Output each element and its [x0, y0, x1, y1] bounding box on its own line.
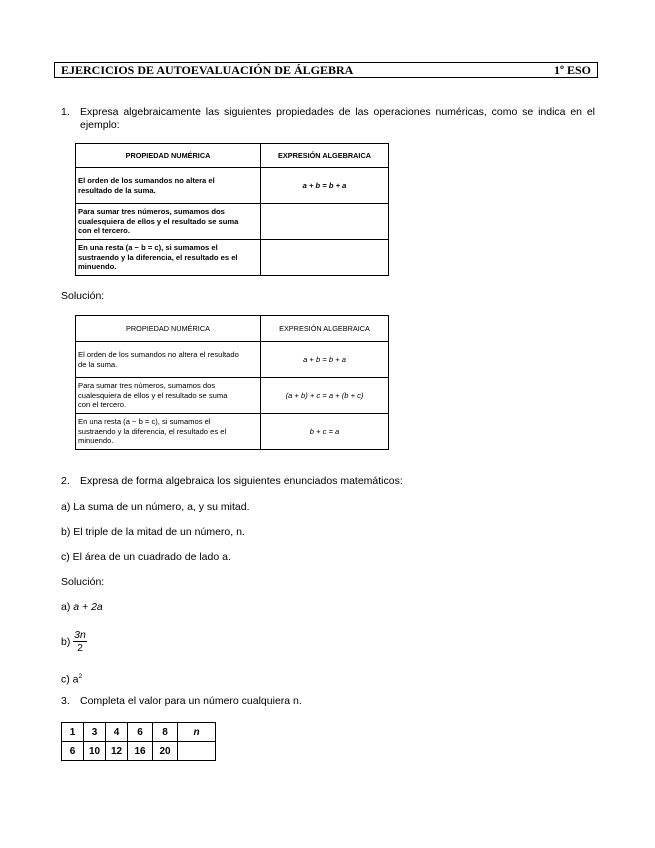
expression-cell: a + b = b + a: [261, 168, 389, 204]
document-header: [54, 62, 598, 78]
value-cell: 8: [153, 723, 178, 742]
table-row: [76, 342, 389, 378]
header-cell-expression: EXPRESIÓN ALGEBRAICA: [261, 316, 389, 342]
q2-item-c: c) El área de un cuadrado de lado a.: [61, 551, 231, 563]
header-cell-expression: EXPRESIÓN ALGEBRAICA: [261, 144, 389, 168]
value-cell: 1: [62, 723, 84, 742]
value-cell: 6: [62, 742, 84, 761]
q2-solution-b-fraction: [73, 629, 87, 654]
property-cell: El orden de los sumandos no altera el resultado de la suma.: [76, 342, 261, 378]
property-cell: El orden de los sumandos no altera el resultado de la suma.: [76, 168, 261, 204]
value-cell: 16: [128, 742, 153, 761]
q3-values-table: [61, 722, 216, 761]
value-cell: 6: [128, 723, 153, 742]
property-cell: Para sumar tres números, sumamos dos cualesquiera de ellos y el resultado se suma con el tercero.: [76, 204, 261, 240]
expression-cell: b + c = a: [261, 414, 389, 450]
value-cell: 20: [153, 742, 178, 761]
value-cell: 4: [106, 723, 128, 742]
header-cell-property: PROPIEDAD NUMÉRICA: [76, 316, 261, 342]
q2-item-b: b) El triple de la mitad de un número, n.: [61, 526, 245, 538]
value-cell: 12: [106, 742, 128, 761]
property-cell: En una resta (a − b = c), si sumamos el sustraendo y la diferencia, el resultado es el minuendo.: [76, 240, 261, 276]
q2-solution-b-prefix: b): [61, 636, 71, 648]
value-cell: 10: [84, 742, 106, 761]
q1-exercise-table: [75, 143, 389, 276]
property-cell: En una resta (a − b = c), si sumamos el sustraendo y la diferencia, el resultado es el minuendo.: [76, 414, 261, 450]
value-cell[interactable]: [178, 742, 216, 761]
q1-solution-table: [75, 315, 389, 450]
document-title: EJERCICIOS DE AUTOEVALUACIÓN DE ÁLGEBRA: [61, 63, 354, 77]
q1-number: 1.: [61, 106, 70, 118]
q2-item-a: a) La suma de un número, a, y su mitad.: [61, 501, 250, 513]
table-row: [76, 378, 389, 414]
q1-text-line1: Expresa algebraicamente las siguientes propiedades de las operaciones numéricas, como se indica en el: [80, 106, 595, 118]
q1-solution-label: Solución:: [61, 290, 105, 302]
fraction-numerator: 3n: [74, 629, 86, 641]
q3-text: Completa el valor para un número cualquiera n.: [80, 695, 302, 707]
course-level: 1º ESO: [554, 63, 591, 77]
table-row: [76, 204, 389, 240]
expression-cell: a + b = b + a: [261, 342, 389, 378]
table-row: [76, 168, 389, 204]
q2-solution-a: a) a + 2a: [61, 601, 103, 613]
table-row: [76, 240, 389, 276]
table-row: [76, 414, 389, 450]
q2-solution-label: Solución:: [61, 576, 105, 588]
value-cell: n: [178, 723, 216, 742]
expression-cell: [261, 204, 389, 240]
expression-cell: [261, 240, 389, 276]
table-row: [62, 723, 216, 742]
header-cell-property: PROPIEDAD NUMÉRICA: [76, 144, 261, 168]
q2-number: 2.: [61, 475, 70, 487]
table-row: [62, 742, 216, 761]
q1-text-line2: ejemplo:: [80, 119, 120, 131]
expression-cell: (a + b) + c = a + (b + c): [261, 378, 389, 414]
fraction-denominator: 2: [77, 642, 83, 654]
property-cell: Para sumar tres números, sumamos dos cualesquiera de ellos y el resultado se suma con el tercero.: [76, 378, 261, 414]
value-cell: 3: [84, 723, 106, 742]
q2-solution-c: c) $a^2$: [61, 673, 83, 686]
q3-number: 3.: [61, 695, 70, 707]
q2-text: Expresa de forma algebraica los siguientes enunciados matemáticos:: [80, 475, 403, 487]
